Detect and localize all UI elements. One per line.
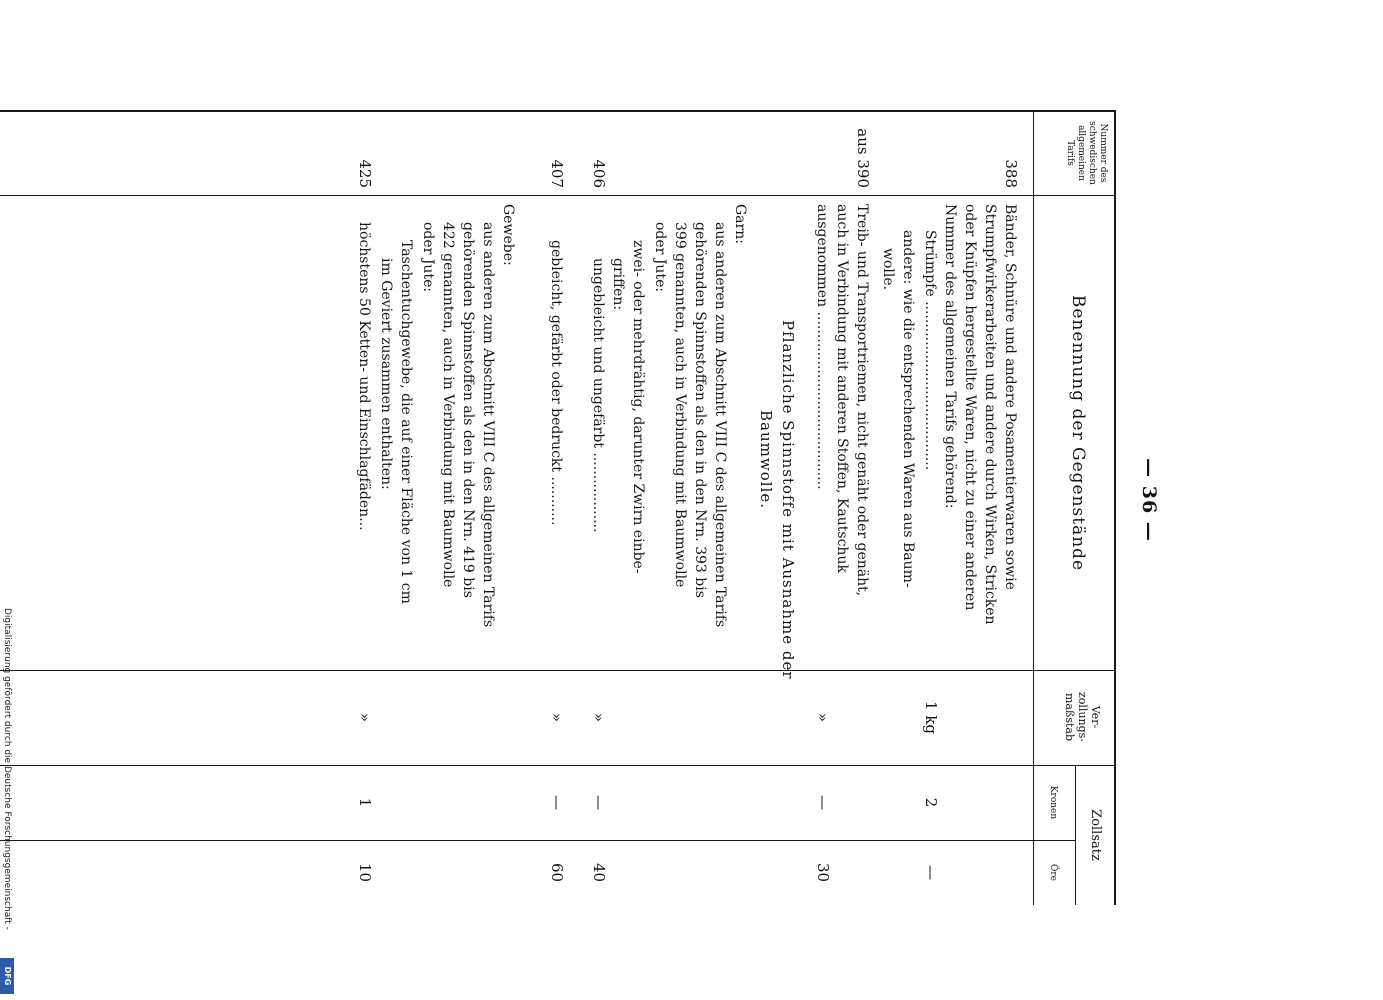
massstab-value: » [356,712,374,723]
header-kronen: Kronen [1048,785,1058,820]
kronen-value: 1 [356,797,374,808]
item-line: andere: wie die entsprechenden Waren aus Baum- [900,230,916,588]
item-line: Bänder, Schnüre und andere Posamentierwaren sowie [1002,204,1018,590]
column-rule-1 [0,195,1116,196]
item-line: zwei- oder mehrdrähtig, darunter Zwirn einbe- [630,240,646,574]
item-line: Strümpfe ...................................... [922,230,938,471]
oere-value: 10 [356,862,374,883]
item-line: Nummer des allgemeinen Tarifs gehörend: [942,204,958,509]
massstab-value: 1 kg [922,700,940,734]
group-label: Gewebe: [500,204,516,266]
tariff-number: 388 [1002,159,1020,188]
kronen-oere-rule [0,840,1076,841]
tariff-table [0,110,1116,905]
kronen-value: — [814,795,832,810]
group-label: Garn: [732,204,748,244]
item-line: Taschentuchgewebe, die auf einer Fläche von 1 cm [398,240,414,604]
header-nummer: Nummer des schwedischen allgemeinen Tarifs [1065,121,1108,185]
dfg-logo [0,958,14,994]
tariff-number: 425 [356,159,374,188]
zollsatz-sub-rule [1075,765,1076,905]
item-line: ungebleicht und ungefärbt .................. [590,258,606,533]
item-line: auch in Verbindung mit anderen Stoffen, Kautschuk [834,204,850,573]
item-line: höchstens 50 Ketten- und Einschlagfäden... [356,222,372,531]
massstab-value: » [814,712,832,723]
header-verzollungsmassstab: Ver-zollungs-maßstab [1063,691,1102,743]
kronen-value: — [590,795,608,810]
item-line: Treib- und Transportriemen, nicht genäht oder genäht, [854,204,870,597]
section-heading: Pflanzliche Spinnstoffe mit Ausnahme der [779,320,797,680]
kronen-value: — [548,795,566,810]
kronen-value: 2 [922,797,940,808]
dfg-logo-text: DFG [3,966,12,986]
item-line: griffen: [610,258,626,311]
column-rule-3 [0,765,1116,766]
table-top-rule [1114,110,1116,905]
item-line: wolle. [880,248,896,291]
header-zollsatz: Zollsatz [1088,809,1103,861]
item-line: Strumpfwirkerarbeiten und andere durch Wirken, Stricken [982,204,998,625]
header-benennung: Benennung der Gegenstände [1068,294,1088,572]
tariff-number: 406 [590,159,608,188]
item-line: oder Jute: [420,222,436,293]
item-line: ausgenommen ........................................ [814,204,830,490]
item-line: oder Knüpfen hergestellte Waren, nicht zu einer anderen [962,204,978,611]
header-rule [1033,110,1034,905]
massstab-value: » [590,712,608,723]
item-line: im Geviert zusammen enthalten: [378,258,394,490]
item-line: aus anderen zum Abschnitt VIII C des allgemeinen Tarifs [712,222,728,628]
item-line: gehörenden Spinnstoffen als den in den Nrn. 419 bis [460,222,476,598]
oere-value: 40 [590,862,608,883]
item-line: oder Jute: [652,222,668,293]
item-line: 422 genannten, auch in Verbindung mit Baumwolle [440,222,456,588]
footer-text: Digitalisierung gefördert durch die Deutsche Forschungsgemeinschaft - [2,608,12,930]
massstab-value: » [548,712,566,723]
oere-value: 30 [814,862,832,883]
item-line: gehörenden Spinnstoffen als den in den Nrn. 393 bis [692,222,708,598]
table-left-rule [0,110,1116,112]
item-line: 399 genannten, auch in Verbindung mit Baumwolle [672,222,688,588]
tariff-number: aus 390 [854,128,872,188]
section-heading: Baumwolle. [757,410,775,509]
header-oere: Öre [1048,863,1058,881]
oere-value: — [922,865,940,880]
item-line: gebleicht, gefärbt oder bedruckt ........... [548,240,564,526]
oere-value: 60 [548,862,566,883]
tariff-number: 407 [548,159,566,188]
column-rule-2 [0,670,1116,671]
item-line: aus anderen zum Abschnitt VIII C des allgemeinen Tarifs [480,222,496,628]
digitization-footer [0,608,14,1000]
page-number: — 36 — [1138,458,1160,542]
